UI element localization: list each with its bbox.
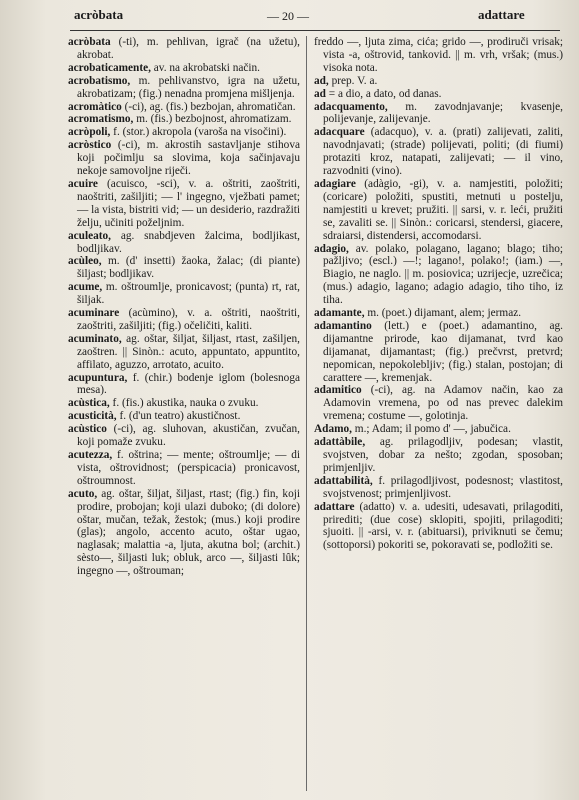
entry-definition: f. (stor.) akropola (varoša na visočini). [110,126,287,139]
entry-definition: (acuisco, -sci), v. a. oštriti, zaoštriti, naoštriti, zašiljiti; — l' ingegno, vježbati pamet; — la vista, bistriti vid; — un desiderio, razdražiti želju, učiniti poželjnim. [77,177,300,229]
entry-headword: ad [314,87,326,100]
entry-definition: (adàgio, -gi), v. a. namjestiti, položiti; (coricare) položiti, spustiti, metnuti u postelju, namjestiti u krevet; pružiti. || sarsi, v. r. leći, pružiti se, zavaliti se. || Sinòn.: coricarsi, stendersi, giacere, sdraiarsi, distendersi, accomodarsi. [323,177,563,242]
dictionary-entry [68,101,300,114]
entry-definition: av. na akrobatski način. [150,61,260,74]
entry-definition: ag. oštar, šiljat, šiljast, rtast; (fig.) fin, koji prodire, probojan; koji ulazi duboko; (di dolore) oštar, mučan, težak, žestok; (mus.) koji prodire (glas); angolo, accento acuto, oštar ugao, naglasak; malattia -a, ljuta, akutna bol; (archit.) sèsto—, šiljasti luk; obluk, arco —, šiljasti lûk; ingegno —, oštrouman; [77,487,300,578]
entry-definition: (-ci), m. akrostih sastavljanje stihova koji počimlju sa slovima, koja sačinjavaju nekoje samovoljne riječi. [77,139,300,178]
header-right-guideword: adattare [478,7,525,22]
entry-definition: (-ti), m. pehlivan, igrač (na užetu), akrobat. [77,36,300,61]
entry-definition: (-ci), ag. na Adamov način, kao za Adamovin vremena, po od nas prevec dalekim vremena; costume —, golotinja. [323,384,563,423]
entry-definition: (adacquo), v. a. (prati) zalijevati, zaliti, navodnjavati; (strade) polijevati, politi; (di fiumi) protaziti kroz, natapati, zalijevati; — il vino, razvodniti (vino). [323,126,563,178]
dictionary-entry [314,88,563,101]
dictionary-entry [314,384,563,423]
dictionary-entry [314,436,563,475]
entry-headword: acròpoli, [68,126,111,139]
entry-definition: ag. snabdjeven žalcima, bodljikast, bodljikav. [77,229,300,255]
entry-definition: m. oštroumlje, pronicavost; (punta) rt, rat, šiljak. [77,281,300,307]
entry-definition: prep. V. a. [328,74,378,87]
entry-definition: m. (fis.) bezbojnost, ahromatizam. [133,113,292,126]
entry-headword: acuminato, [68,332,122,345]
dictionary-entry [314,178,563,243]
entry-definition: m. (d' insetti) žaoka, žalac; (di piante) šiljast; bodljikav. [77,255,300,281]
entry-headword: adamantino [314,319,372,332]
entry-definition: ag. prilagodljiv, podesan; vlastit, svojstven, dobar za nešto; zgodan, sposoban; primjenljiv. [323,436,563,474]
dictionary-entry [314,307,563,320]
entry-definition: m. zavodnjavanje; kvasenje, polijevanje, zalijevanje. [323,100,563,126]
dictionary-entry [314,320,563,385]
dictionary-entry [68,372,300,398]
entry-headword: acupuntura, [68,371,128,384]
entry-headword: adamitico [314,384,362,397]
dictionary-entry [68,488,300,578]
left-column [68,36,300,578]
entry-headword: adattàbile, [314,436,366,449]
column-divider [306,36,307,791]
entry-headword: adattare [314,500,355,513]
dictionary-entry [68,281,300,307]
dictionary-entry [314,36,563,75]
entry-definition: (-ci), ag. sluhovan, akustičan, zvučan, koji pomaže zvuku. [77,423,300,449]
entry-definition: freddo —, ljuta zima, cića; grido —, prodiruči vrisak; vista -a, oštrovid, tankovid. || m. vrh, vršak; (mus.) visoka nota. [314,36,563,74]
dictionary-entry [68,255,300,281]
dictionary-entry [68,333,300,372]
header-left-guideword: acròbata [74,7,124,22]
entry-headword: adagio, [314,242,349,255]
entry-headword: acromatismo, [68,113,134,126]
entry-headword: acusticità, [68,410,117,423]
entry-definition: (-ci), ag. (fis.) bezbojan, ahromatičan. [121,100,296,113]
dictionary-entry [314,501,563,553]
dictionary-entry [68,126,300,139]
dictionary-entry [68,139,300,178]
dictionary-entry [68,449,300,488]
dictionary-entry [68,307,300,333]
dictionary-entry [68,397,300,410]
entry-definition: m. (poet.) dijamant, alem; jermaz. [364,307,522,320]
entry-headword: adamante, [314,307,365,320]
dictionary-entry [68,62,300,75]
entry-headword: acùleo, [68,255,102,268]
entry-definition: (acùmino), v. a. oštriti, naoštriti, zaoštriti, zašiljiti; (fig.) očeličiti, kaliti. [77,307,300,332]
entry-headword: acùstica, [68,397,110,410]
entry-definition: av. polako, polagano, lagano; blago; tiho; pažljivo; (escl.) —!; lagano!, polako!; (iam.) —, Biagio, ne naglo. || m. posiovica; uzrijecje, uzrečica; (mus.) adagio, lagano; adagio adagio, tiho tiho, iz tiha. [323,242,563,307]
entry-headword: ad, [314,74,329,87]
entry-headword: acuire [68,177,98,190]
entry-headword: acume, [68,281,103,294]
dictionary-entry [314,423,563,436]
entry-headword: acròbata [68,36,111,48]
entry-headword: adacquare [314,126,365,139]
dictionary-entry [68,423,300,449]
entry-headword: acutezza, [68,449,113,461]
dictionary-entry [68,178,300,230]
entry-definition: = a dio, a dato, od danas. [325,87,442,100]
entry-headword: acuminare [68,307,120,320]
entry-headword: acromàtico [68,100,122,113]
entry-headword: adattabilità, [314,474,373,487]
dictionary-entry [314,75,563,88]
entry-headword: acrobatismo, [68,74,131,87]
dictionary-entry [68,410,300,423]
entry-headword: acuto, [68,487,98,500]
entry-headword: acùstico [68,423,107,436]
entry-headword: adacquamento, [314,100,388,113]
entry-definition: f. prilagodljivost, podesnost; vlastitost, svojstvenost; primjenljivost. [323,474,563,500]
right-column [314,36,563,552]
dictionary-entry [314,243,563,308]
entry-definition: f. (chir.) bodenje iglom (bolesnoga mesa). [77,371,300,397]
entry-headword: aculeato, [68,229,111,242]
entry-definition: m.; Adam; il pomo d' —, jabučica. [351,423,511,436]
entry-headword: adagiare [314,177,356,190]
entry-headword: acrobaticamente, [68,61,151,74]
entry-definition: (lett.) e (poet.) adamantino, ag. dijamantne prirode, kao dijamanat, tvrd kao dijamanat, dijamantast; (fig.) prečvrst, pretvrd; nepomican, nepokolebljiv; (fig.) stalan, postojan; di carattere —, kremenjak. [323,319,563,384]
dictionary-entry [68,230,300,256]
entry-definition: m. pehlivanstvo, igra na užetu, akrobatizam; (fig.) nenadna promjena mišljenja. [77,74,300,100]
entry-definition: f. (fis.) akustika, nauka o zvuku. [109,397,259,410]
entry-definition: (adatto) v. a. udesiti, udesavati, prilagoditi, prirediti; (due cose) sklopiti, spojiti, prilagoditi; sjuoiti. || -arsi, v. r. (abituarsi), priviknuti se čemu; (sottoporsi) pokoriti se, pokoravati se, podložiti se. [323,500,563,552]
dictionary-entry [314,101,563,127]
dictionary-entry [68,75,300,101]
dictionary-entry [68,36,300,62]
page-number: — 20 — [267,9,309,23]
page-header [0,7,579,31]
dictionary-entry [314,126,563,178]
dictionary-entry [68,113,300,126]
entry-definition: ag. oštar, šiljat, šiljast, rtast, zašiljen, zaoštren. || Sinòn.: acuto, appuntato, appuntito, affilato, aguzzo, arrotato, acuito. [77,332,300,371]
header-rule [70,30,560,31]
entry-headword: acròstico [68,139,112,152]
dictionary-entry [314,475,563,501]
entry-definition: f. oštrina; — mente; oštroumlje; — di vista, oštrovidnost; (perspicacia) pronicavost, oštroumnost. [77,449,300,487]
entry-definition: f. (d'un teatro) akustičnost. [116,410,241,423]
entry-headword: Adamo, [314,423,352,436]
